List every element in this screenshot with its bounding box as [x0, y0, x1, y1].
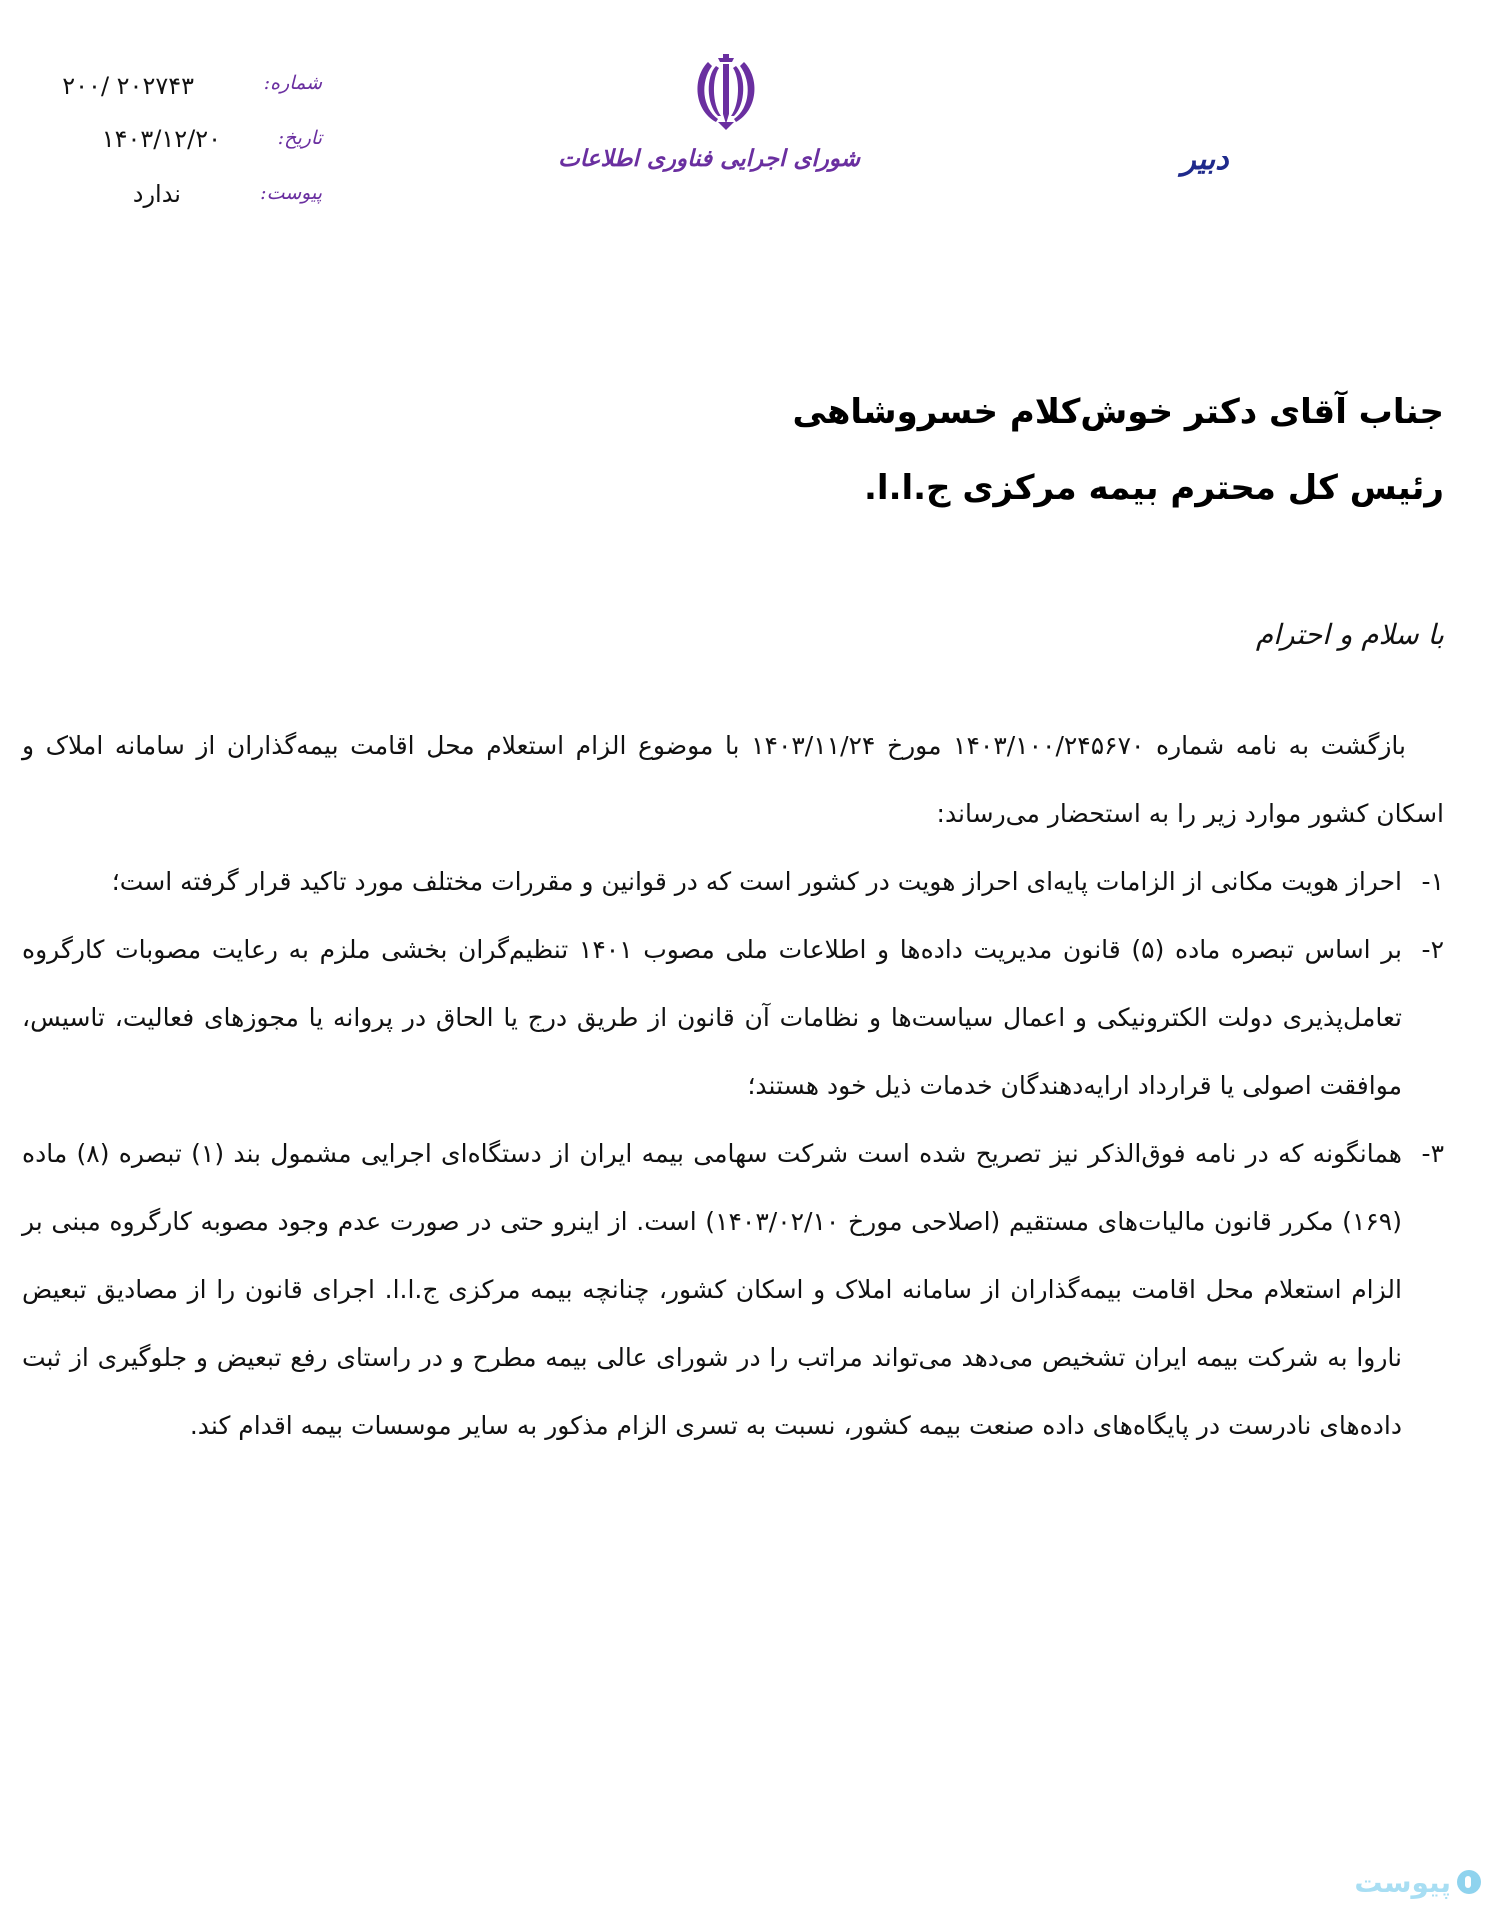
watermark: [1354, 1862, 1481, 1902]
pivot-logo-icon: [1457, 1870, 1481, 1894]
intro-paragraph: بازگشت به نامه شماره ۱۴۰۳/۱۰۰/۲۴۵۶۷۰ مورخ ۱۴۰۳/۱۱/۲۴ با موضوع الزام استعلام محل اقامت بیمه‌گذاران از سامانه املاک و اسکان کشور موارد زیر را به استحضار می‌رساند:: [22, 731, 1444, 828]
list-item: [22, 916, 1444, 1120]
list-item-number: ۲-: [1421, 935, 1444, 964]
list-item-text: بر اساس تبصره ماده (۵) قانون مدیریت داده‌ها و اطلاعات ملی مصوب ۱۴۰۱ تنظیم‌گران بخشی ملزم به رعایت مصوبات کارگروه تعامل‌پذیری دولت الکترونیکی و اعمال سیاست‌ها و نظامات آن قانون از طریق درج یا الحاق در پروانه یا مجوزهای فعالیت، تاسیس، موافقت اصولی یا قرارداد ارایه‌دهندگان خدمات ذیل خود هستند؛: [22, 935, 1402, 1100]
attachment-value: ندارد: [132, 180, 181, 208]
attachment-label: پیوست:: [260, 182, 322, 204]
letter-number-value: ۲۰۲۷۴۳ /۲۰۰: [62, 72, 194, 100]
letter-date-value: ۱۴۰۳/۱۲/۲۰: [101, 125, 221, 153]
list-item-text: همانگونه که در نامه فوق‌الذکر نیز تصریح شده است شرکت سهامی بیمه ایران از دستگاه‌ای اجرایی مشمول بند (۱) تبصره (۸) ماده (۱۶۹) مکرر قانون مالیات‌های مستقیم (اصلاحی مورخ ۱۴۰۳/۰۲/۱۰) است. از اینرو حتی در صورت عدم وجود مصوبه کارگروه مبنی بر الزام استعلام محل اقامت بیمه‌گذاران از سامانه املاک و اسکان کشور، چنانچه بیمه مرکزی ج.ا.ا. اجرای قانون را از مصادیق تبعیض ناروا به شرکت بیمه ایران تشخیص می‌دهد می‌تواند مراتب را در شورای عالی بیمه مطرح و در راستای رفع تبعیض و جلوگیری از ثبت داده‌های نادرست در پایگاه‌های داده صنعت بیمه کشور، نسبت به تسری الزام مذکور به سایر موسسات بیمه اقدام کند.: [22, 1139, 1402, 1440]
sender-title: دبیر: [1181, 142, 1229, 177]
list-item: [22, 1120, 1444, 1460]
organization-name: شورای اجرایی فناوری اطلاعات: [558, 145, 860, 172]
iran-emblem-icon: [688, 52, 764, 132]
salutation: با سلام و احترام: [1255, 618, 1444, 651]
addressee-name: جناب آقای دکتر خوش‌کلام خسروشاهی: [792, 392, 1444, 432]
watermark-text: پیوست: [1354, 1865, 1451, 1899]
list-item-text: احراز هویت مکانی از الزامات پایه‌ای احراز هویت در کشور است که در قوانین و مقررات مختلف مورد تاکید قرار گرفته است؛: [111, 867, 1402, 896]
letter-body: [22, 712, 1444, 1460]
letter-date-label: تاریخ:: [277, 127, 322, 149]
addressee-title: رئیس کل محترم بیمه مرکزی ج.ا.ا.: [864, 468, 1444, 508]
letter-number-label: شماره:: [263, 72, 322, 94]
list-item-number: ۱-: [1421, 867, 1444, 896]
list-item: [22, 848, 1444, 916]
list-item-number: ۳-: [1421, 1139, 1444, 1168]
